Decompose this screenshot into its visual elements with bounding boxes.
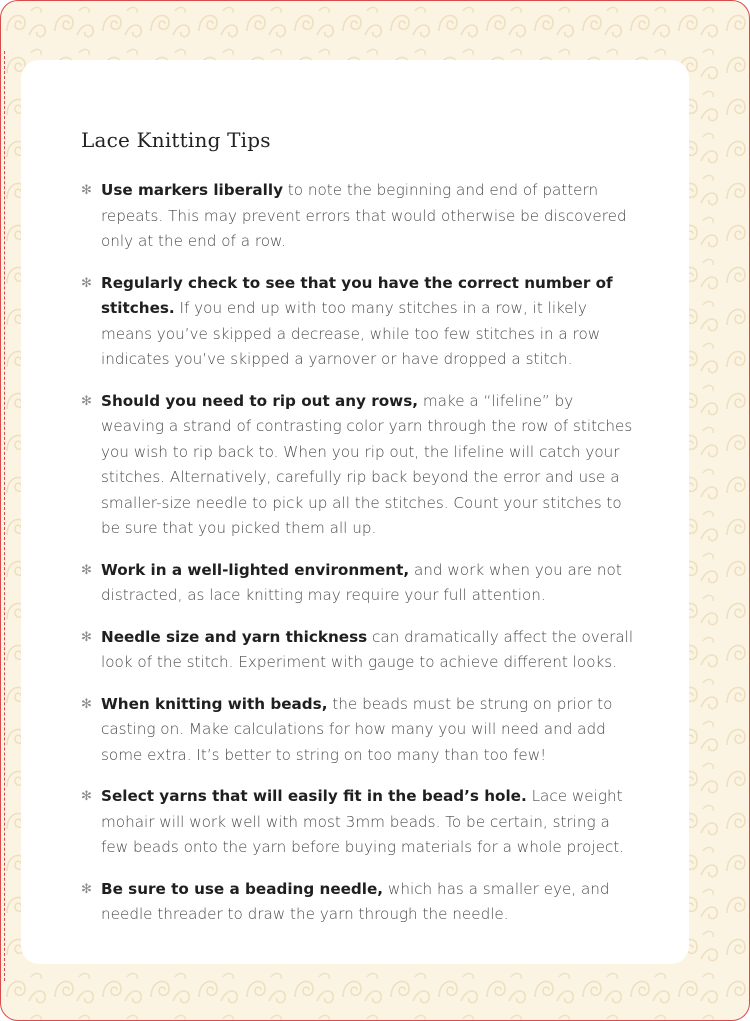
perforation-line <box>4 51 5 981</box>
list-item <box>81 692 641 769</box>
list-item <box>81 625 641 676</box>
list-item <box>81 784 641 861</box>
tip-lead: Work in a well-lighted environment, <box>101 560 410 579</box>
asterisk-bullet-icon: ✻ <box>81 393 92 409</box>
tip-text: can dramatically affect the overall look of the stitch. Experiment with gauge to achieve different looks. <box>101 627 634 671</box>
asterisk-bullet-icon: ✻ <box>81 789 92 804</box>
tip-text: and work when you are not distracted, as lace knitting may require your full attention. <box>101 560 622 604</box>
tip-lead: Regularly check to see that you have the correct number of stitches. <box>101 273 613 317</box>
asterisk-bullet-icon: ✻ <box>81 881 92 897</box>
tip-lead: Select yarns that will easily fit in the bead’s hole. <box>101 787 527 805</box>
list-item <box>81 877 641 928</box>
tips-list <box>81 178 641 944</box>
tip-text: If you end up with too many stitches in a row, it likely means you’ve skipped a decrease, while too few stitches in a row indicates you’ve skipped a yarnover or have dropped a stitch. <box>101 299 601 368</box>
asterisk-bullet-icon: ✻ <box>81 562 92 578</box>
tip-lead: Needle size and yarn thickness <box>101 627 368 646</box>
tip-lead: Use markers liberally <box>101 181 283 199</box>
asterisk-bullet-icon: ✻ <box>81 629 92 645</box>
tip-text: make a “lifeline” by weaving a strand of contrasting color yarn through the row of stitches you wish to rip back to. When you rip out, the lifeline will catch your stitches. Alternatively, carefully rip back beyond the error and use a smaller-size needle to pick up all the stitches. Count your stitches to be sure that you picked them all up. <box>101 391 633 537</box>
list-item <box>81 178 641 255</box>
tip-lead: Be sure to use a beading needle, <box>101 879 384 898</box>
asterisk-bullet-icon: ✻ <box>81 696 92 712</box>
asterisk-bullet-icon: ✻ <box>81 275 92 291</box>
tip-lead: When knitting with beads, <box>101 694 328 713</box>
tip-text: the beads must be strung on prior to casting on. Make calculations for how many you will need and add some extra. It’s better to string on too many than too few! <box>101 694 613 764</box>
tip-lead: Should you need to rip out any rows, <box>101 391 419 410</box>
tip-text: to note the beginning and end of pattern repeats. This may prevent errors that would otherwise be discovered only at the end of a row. <box>101 181 627 250</box>
list-item <box>81 389 641 542</box>
tip-text: which has a smaller eye, and needle threader to draw the yarn through the needle. <box>101 879 610 923</box>
list-item <box>81 558 641 609</box>
list-item <box>81 271 641 373</box>
page-title: Lace Knitting Tips <box>81 128 271 152</box>
asterisk-bullet-icon: ✻ <box>81 183 92 198</box>
tip-text: Lace weight mohair will work well with most 3mm beads. To be certain, string a few beads onto the yarn before buying materials for a whole project. <box>101 787 625 856</box>
